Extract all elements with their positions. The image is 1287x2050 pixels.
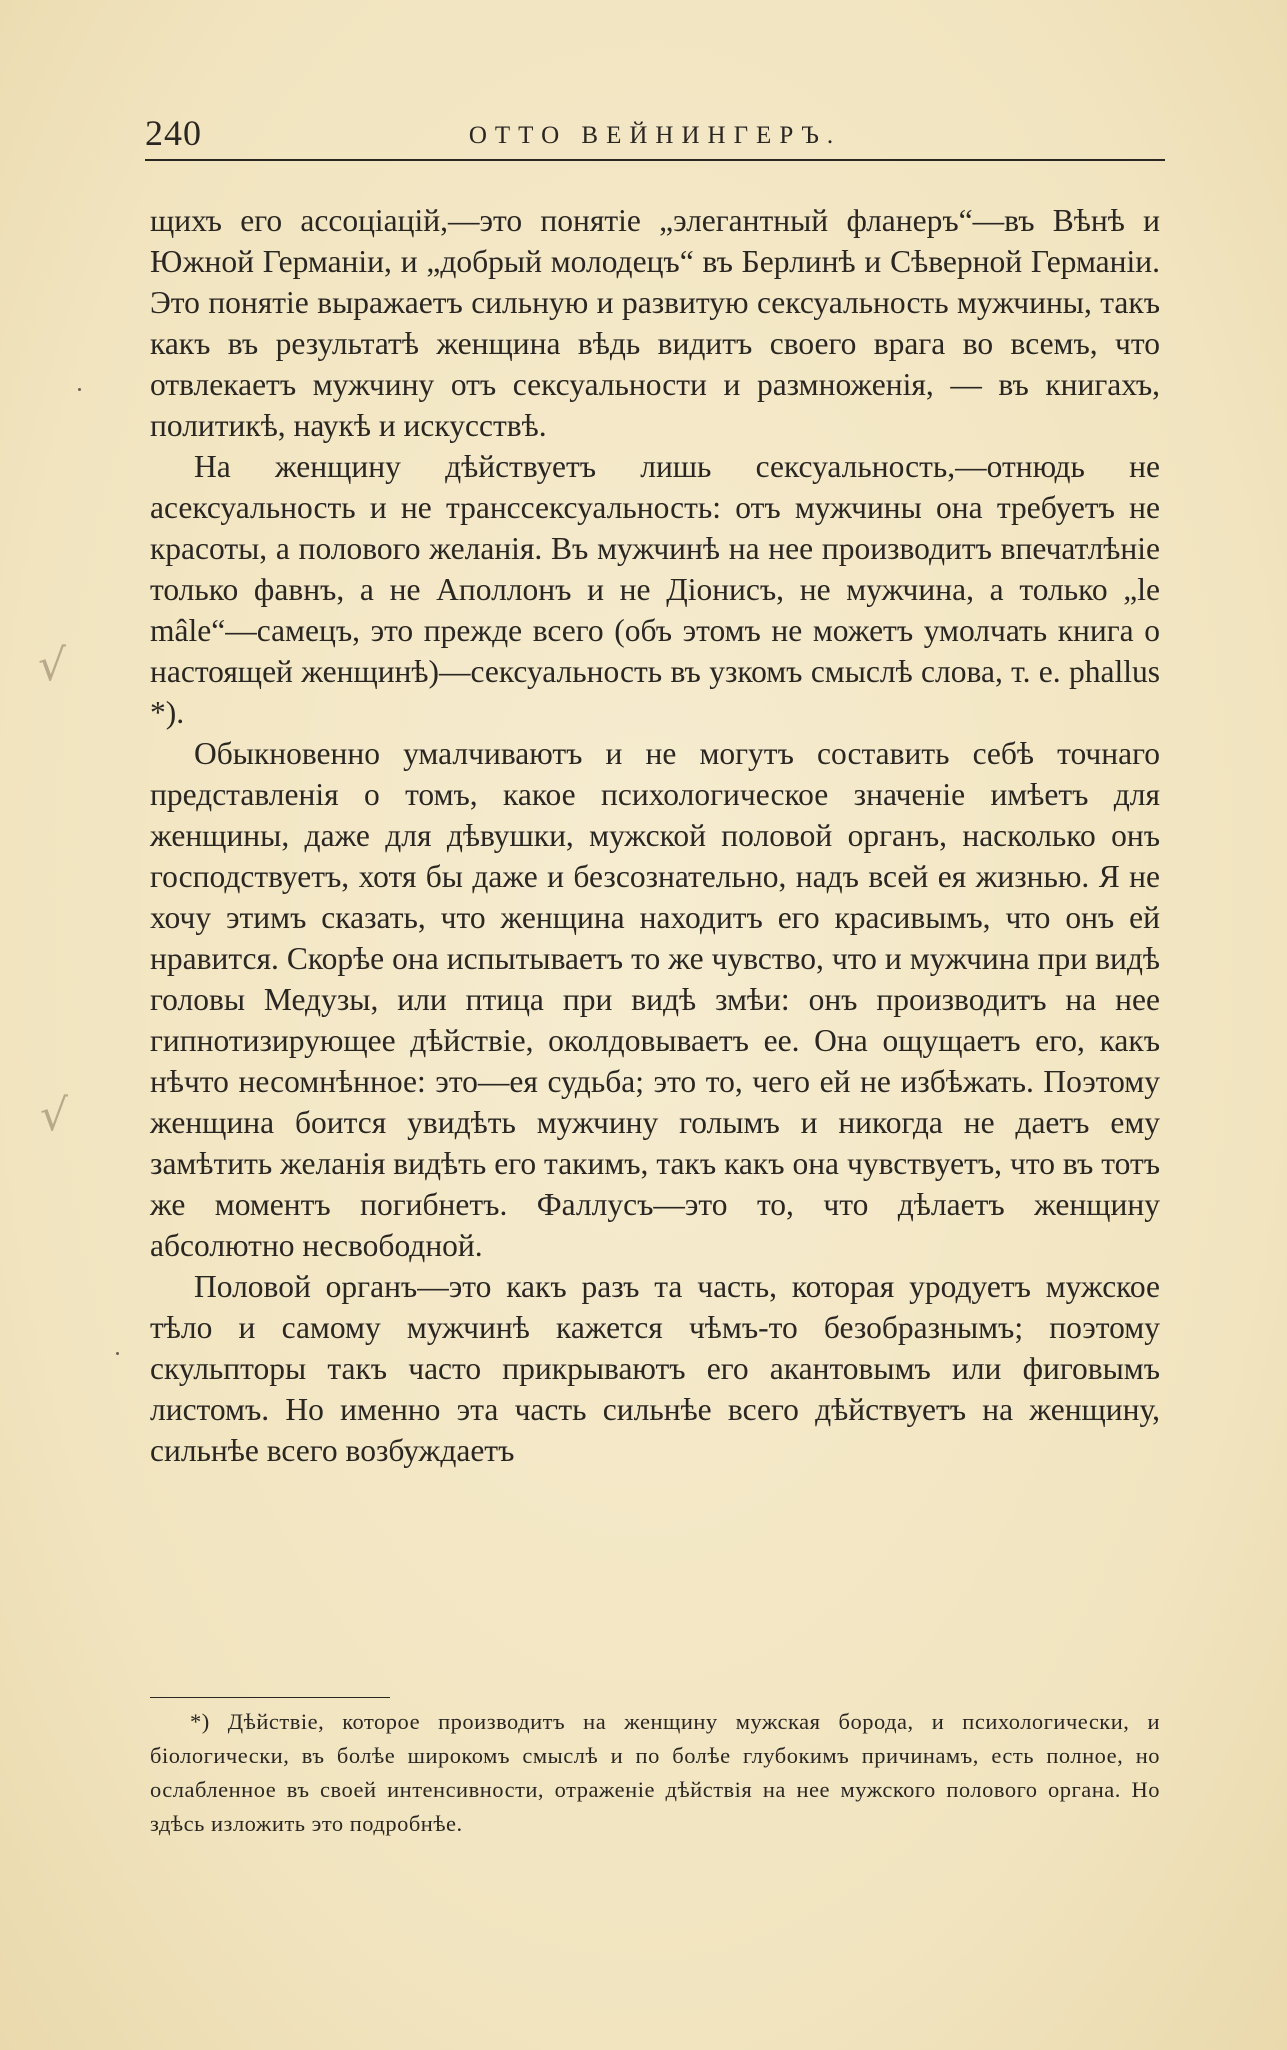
- pencil-mark-icon: √: [38, 640, 67, 691]
- page-number: 240: [145, 113, 202, 153]
- paragraph-4: Половой органъ—это какъ разъ та часть, которая уродуетъ мужское тѣло и самому мужчинѣ кажется чѣмъ-то безобразнымъ; поэтому скульпторы такъ часто прикрываютъ его акантовымъ или фиговымъ листомъ. Но именно эта часть сильнѣе всего дѣйствуетъ на женщину, сильнѣе всего возбуждаетъ: [150, 1269, 1160, 1468]
- body-text: [150, 200, 1160, 1471]
- paragraph-1: щихъ его ассоціацій,—это понятіе „элегантный фланеръ“—въ Вѣнѣ и Южной Германіи, и „добрый молодецъ“ въ Берлинѣ и Сѣверной Германіи. Это понятіе выражаетъ сильную и развитую сексуальность мужчины, такъ какъ въ результатѣ женщина вѣдь видитъ своего врага во всемъ, что отвлекаетъ мужчину отъ сексуальности и размноженія, — въ книгахъ, политикѣ, наукѣ и искусствѣ.: [150, 203, 1160, 443]
- paper-speck: [78, 388, 81, 391]
- running-title: ОТТО ВЕЙНИНГЕРЪ.: [468, 122, 842, 149]
- header-rule: [145, 159, 1165, 161]
- page-header: [145, 112, 1165, 160]
- paper-speck: [116, 1352, 119, 1355]
- paragraph-3: Обыкновенно умалчиваютъ и не могутъ составить себѣ точнаго представленія о томъ, какое психологическое значеніе имѣетъ для женщины, даже для дѣвушки, мужской половой органъ, насколько онъ господствуетъ, хотя бы даже и безсознательно, надъ всей ея жизнью. Я не хочу этимъ сказать, что женщина находитъ его красивымъ, что онъ ей нравится. Скорѣе она испытываетъ то же чувство, что и мужчина при видѣ головы Медузы, или птица при видѣ змѣи: онъ производитъ на нее гипнотизирующее дѣйствіе, околдовываетъ ее. Она ощущаетъ его, какъ нѣчто несомнѣнное: это—ея судьба; это то, чего ей не избѣжать. Поэтому женщина боится увидѣть мужчину голымъ и никогда не даетъ ему замѣтить желанія видѣть его такимъ, такъ какъ она чувствуетъ, что въ тотъ же моментъ погибнетъ. Фаллусъ—это то, что дѣлаетъ женщину абсолютно несвободной.: [150, 736, 1160, 1263]
- footnote-text: *) Дѣйствіе, которое производитъ на женщину мужская борода, и психологически, и біологически, въ болѣе широкомъ смыслѣ и по болѣе глубокимъ причинамъ, есть полное, но ослабленное въ своей интенсивности, отраженіе дѣйствія на нее мужского полового органа. Но здѣсь изложить это подробнѣе.: [150, 1709, 1160, 1836]
- footnote-rule: [150, 1697, 390, 1698]
- footnote: [150, 1705, 1160, 1841]
- pencil-mark-icon: √: [40, 1090, 69, 1141]
- paragraph-2: На женщину дѣйствуетъ лишь сексуальность,—отнюдь не асексуальность и не транссексуальность: отъ мужчины она требуетъ не красоты, а полового желанія. Въ мужчинѣ на нее производитъ впечатлѣніе только фавнъ, а не Аполлонъ и не Діонисъ, не мужчина, а только „le mâle“—самецъ, это прежде всего (объ этомъ не можетъ умолчать книга о настоящей женщинѣ)—сексуальность въ узкомъ смыслѣ слова, т. е. phallus *).: [150, 449, 1160, 730]
